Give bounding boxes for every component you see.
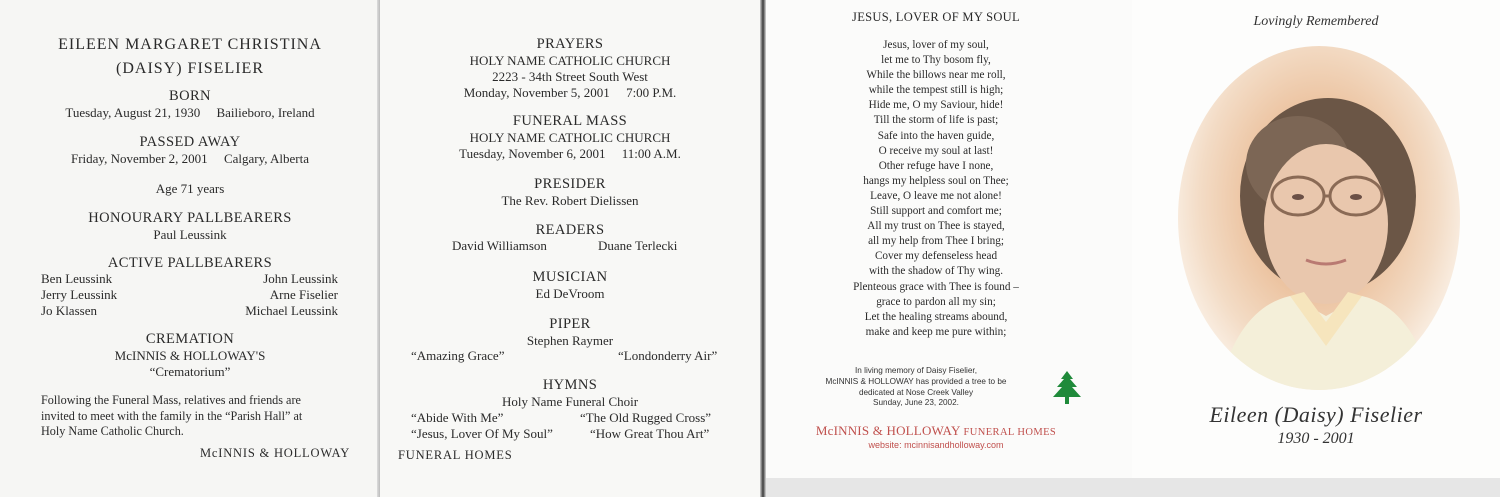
presider-name: The Rev. Robert Dielissen xyxy=(501,193,639,208)
deceased-full-name xyxy=(0,33,380,81)
hymn-verse xyxy=(766,38,1106,340)
hymn-title-heading: JESUS, LOVER OF MY SOUL xyxy=(852,10,1020,24)
reception-line: Holy Name Catholic Church. xyxy=(41,424,184,438)
prayers-section xyxy=(380,36,760,101)
evergreen-tree-icon xyxy=(1050,370,1084,411)
hymn-panel xyxy=(766,0,1132,478)
piper-tune: “Amazing Grace” xyxy=(411,348,505,363)
mass-date: Tuesday, November 6, 2001 xyxy=(459,146,606,161)
reader-name: David Williamson xyxy=(452,238,547,253)
tree-dedication-note xyxy=(786,366,1046,409)
passed-details xyxy=(0,151,380,167)
born-heading: BORN xyxy=(169,88,211,104)
reception-line: Following the Funeral Mass, relatives and friends are xyxy=(41,393,301,407)
hymn-title: “How Great Thou Art” xyxy=(590,426,710,441)
verse-line: let me to Thy bosom fly, xyxy=(881,54,991,67)
born-date: Tuesday, August 21, 1930 xyxy=(65,105,201,120)
pallbearer: Arne Fiselier xyxy=(269,287,338,302)
cover-name: Eileen (Daisy) Fiselier xyxy=(1209,402,1423,427)
hymn-title: “Abide With Me” xyxy=(411,410,504,425)
active-left-column xyxy=(41,271,117,319)
service-panel xyxy=(380,0,760,497)
mass-church: HOLY NAME CATHOLIC CHURCH xyxy=(469,130,671,145)
portrait-photo xyxy=(1178,46,1460,390)
prayers-church: HOLY NAME CATHOLIC CHURCH xyxy=(469,53,671,68)
hymns-heading: HYMNS xyxy=(542,377,598,393)
passed-section xyxy=(0,134,380,167)
obituary-panel-left xyxy=(0,0,380,497)
piper-name: Stephen Raymer xyxy=(526,333,614,348)
brand-name: McINNIS & HOLLOWAY xyxy=(815,423,961,438)
verse-line: Till the storm of life is past; xyxy=(873,114,999,127)
age: Age 71 years xyxy=(155,181,225,196)
verse-line: Safe into the haven guide, xyxy=(877,129,995,142)
verse-line: all my help from Thee I bring; xyxy=(868,235,1004,248)
passed-date: Friday, November 2, 2001 xyxy=(70,151,208,166)
verse-line: Let the healing streams abound, xyxy=(864,310,1008,323)
active-right-column xyxy=(245,271,338,319)
reception-line: invited to meet with the family in the “Parish Hall” at xyxy=(41,408,303,423)
cremation-line-2: “Crematorium” xyxy=(149,364,231,379)
pallbearer: John Leussink xyxy=(263,271,338,286)
name-line-1: EILEEN MARGARET CHRISTINA xyxy=(58,36,322,53)
pallbearer: Jerry Leussink xyxy=(41,287,118,302)
verse-line: O receive my soul at last! xyxy=(878,144,994,157)
prayers-time: 7:00 P.M. xyxy=(626,85,677,100)
verse-line: All my trust on Thee is stayed, xyxy=(867,220,1005,233)
verse-line: While the billows near me roll, xyxy=(866,69,1006,82)
honourary-name: Paul Leussink xyxy=(153,227,227,242)
memory-line: McINNIS & HOLLOWAY has provided a tree to be xyxy=(825,376,1007,386)
hymn-title: “The Old Rugged Cross” xyxy=(580,410,712,425)
hymn-title: “Jesus, Lover Of My Soul” xyxy=(411,426,553,441)
verse-line: Hide me, O my Saviour, hide! xyxy=(868,99,1004,112)
mass-section xyxy=(380,113,760,162)
born-details xyxy=(0,105,380,121)
verse-line: Plenteous grace with Thee is found – xyxy=(853,280,1019,293)
passed-place: Calgary, Alberta xyxy=(223,151,310,166)
verse-line: Other refuge have I none, xyxy=(878,159,994,172)
scan-margin xyxy=(766,478,1500,497)
musician-name: Ed DeVroom xyxy=(535,286,605,301)
funeral-home-brand xyxy=(766,423,1106,439)
honourary-heading: HONOURARY PALLBEARERS xyxy=(88,210,292,226)
musician-heading: MUSICIAN xyxy=(532,269,608,285)
verse-line: Cover my defenseless head xyxy=(874,250,998,263)
piper-section xyxy=(380,316,760,349)
passed-heading: PASSED AWAY xyxy=(139,134,241,150)
pallbearer: Jo Klassen xyxy=(41,303,97,318)
hymns-choir: Holy Name Funeral Choir xyxy=(501,394,639,409)
piper-tune: “Londonderry Air” xyxy=(618,348,718,363)
funeral-home-name-left: McINNIS & HOLLOWAY xyxy=(200,446,351,460)
memory-line: dedicated at Nose Creek Valley xyxy=(858,387,974,397)
verse-line: hangs my helpless soul on Thee; xyxy=(863,174,1009,187)
memory-line: Sunday, June 23, 2002. xyxy=(873,398,959,408)
presider-section xyxy=(380,176,760,209)
born-section xyxy=(0,88,380,121)
verse-line: make and keep me pure within; xyxy=(865,325,1007,338)
reader-name: Duane Terlecki xyxy=(598,238,678,253)
cover-years: 1930 - 2001 xyxy=(1277,430,1355,447)
honourary-section xyxy=(0,210,380,243)
presider-heading: PRESIDER xyxy=(534,176,606,192)
prayers-heading: PRAYERS xyxy=(536,36,604,52)
mass-datetime xyxy=(380,146,760,162)
cremation-section xyxy=(0,331,380,380)
cremation-heading: CREMATION xyxy=(145,331,235,347)
prayers-date: Monday, November 5, 2001 xyxy=(463,85,610,100)
mass-time: 11:00 A.M. xyxy=(621,146,681,161)
musician-section xyxy=(380,269,760,302)
cover-panel xyxy=(1132,0,1500,478)
cover-heading: Lovingly Remembered xyxy=(1253,14,1379,29)
piper-heading: PIPER xyxy=(549,316,591,332)
memory-line: In living memory of Daisy Fiselier, xyxy=(855,366,977,375)
verse-line: while the tempest still is high; xyxy=(868,84,1004,97)
funeral-home-name-right: FUNERAL HOMES xyxy=(398,448,513,462)
readers-heading: READERS xyxy=(535,222,605,238)
prayers-address: 2223 - 34th Street South West xyxy=(492,69,648,84)
born-place: Bailieboro, Ireland xyxy=(216,105,315,120)
brand-suffix: FUNERAL HOMES xyxy=(963,427,1057,438)
pallbearer: Michael Leussink xyxy=(245,303,338,318)
verse-line: with the shadow of Thy wing. xyxy=(868,265,1004,278)
active-heading: ACTIVE PALLBEARERS xyxy=(107,255,273,271)
hymns-section xyxy=(380,377,760,410)
reception-note xyxy=(41,393,341,440)
pallbearer: Ben Leussink xyxy=(41,271,113,286)
verse-line: Jesus, lover of my soul, xyxy=(883,39,989,51)
verse-line: Still support and comfort me; xyxy=(870,205,1002,218)
cremation-line-1: McINNIS & HOLLOWAY'S xyxy=(114,348,266,363)
name-line-2: (DAISY) FISELIER xyxy=(116,60,264,77)
verse-line: grace to pardon all my sin; xyxy=(876,295,996,308)
prayers-datetime xyxy=(380,85,760,101)
verse-line: Leave, O leave me not alone! xyxy=(870,189,1002,202)
website-link[interactable]: website: mcinnisandholloway.com xyxy=(868,440,1004,450)
mass-heading: FUNERAL MASS xyxy=(512,113,628,129)
